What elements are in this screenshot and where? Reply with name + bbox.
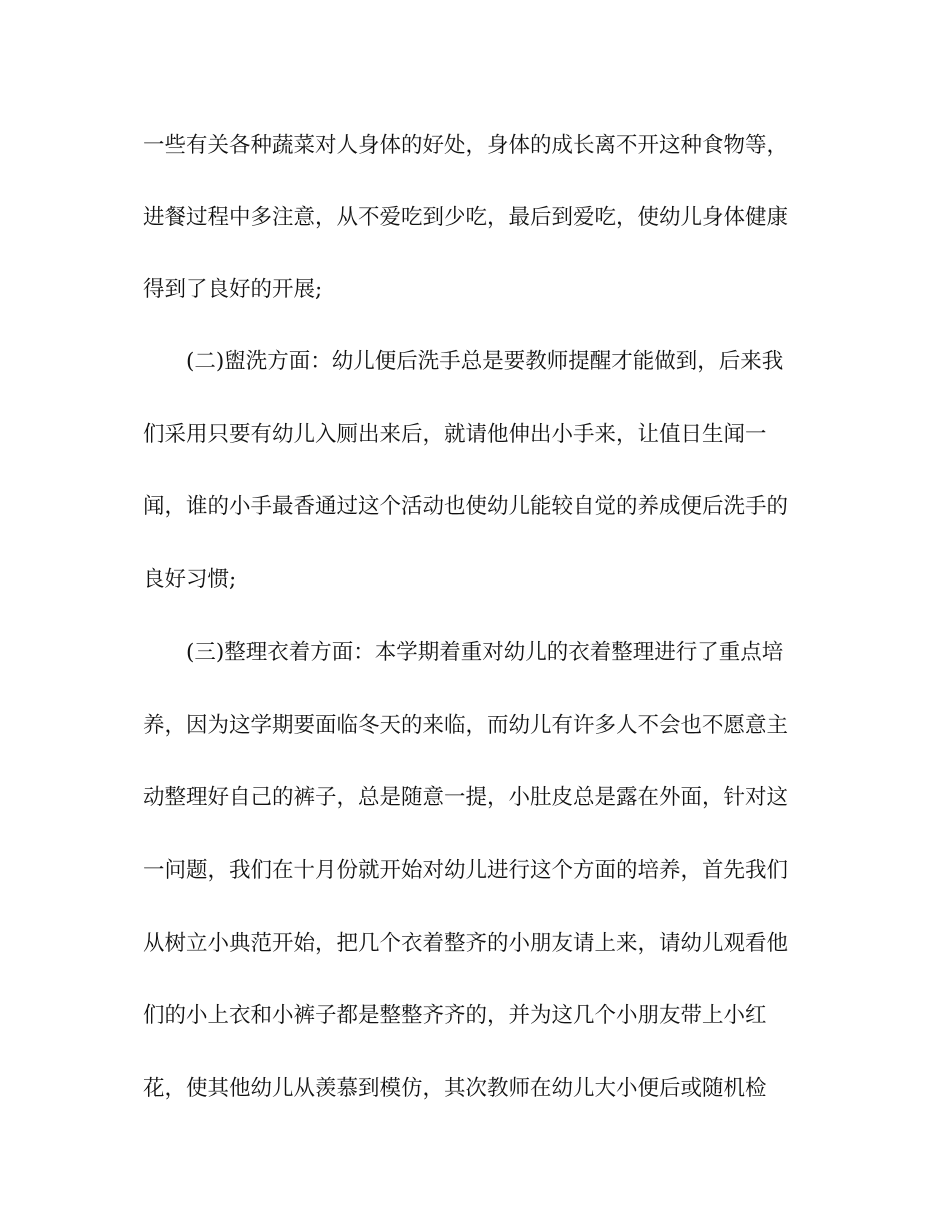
text-line: 花，使其他幼儿从羡慕到模仿，其次教师在幼儿大小便后或随机检 bbox=[143, 1076, 767, 1101]
text-line: 闻，谁的小手最香通过这个活动也使幼儿能较自觉的养成便后洗手的 bbox=[143, 494, 789, 519]
text-line: 们采用只要有幼儿入厕出来后，就请他伸出小手来，让值日生闻一 bbox=[143, 422, 767, 447]
text-line: 一问题，我们在十月份就开始对幼儿进行这个方面的培养，首先我们 bbox=[143, 858, 789, 883]
text-line: 一些有关各种蔬菜对人身体的好处，身体的成长离不开这种食物等， bbox=[143, 133, 789, 158]
paragraph-start-line: (二)盥洗方面：幼儿便后洗手总是要教师提醒才能做到，后来我 bbox=[186, 349, 784, 374]
text-line: 得到了良好的开展; bbox=[143, 277, 323, 302]
text-line: 养，因为这学期要面临冬天的来临，而幼儿有许多人不会也不愿意主 bbox=[143, 713, 789, 738]
paragraph-start-line: (三)整理衣着方面：本学期着重对幼儿的衣着整理进行了重点培 bbox=[186, 640, 784, 665]
text-line: 们的小上衣和小裤子都是整整齐齐的，并为这几个小朋友带上小红 bbox=[143, 1003, 767, 1028]
text-line: 进餐过程中多注意，从不爱吃到少吃，最后到爱吃，使幼儿身体健康 bbox=[143, 205, 789, 230]
text-line: 动整理好自己的裤子，总是随意一提，小肚皮总是露在外面，针对这 bbox=[143, 785, 789, 810]
text-line: 从树立小典范开始，把几个衣着整齐的小朋友请上来，请幼儿观看他 bbox=[143, 931, 789, 956]
text-line: 良好习惯; bbox=[143, 567, 237, 592]
